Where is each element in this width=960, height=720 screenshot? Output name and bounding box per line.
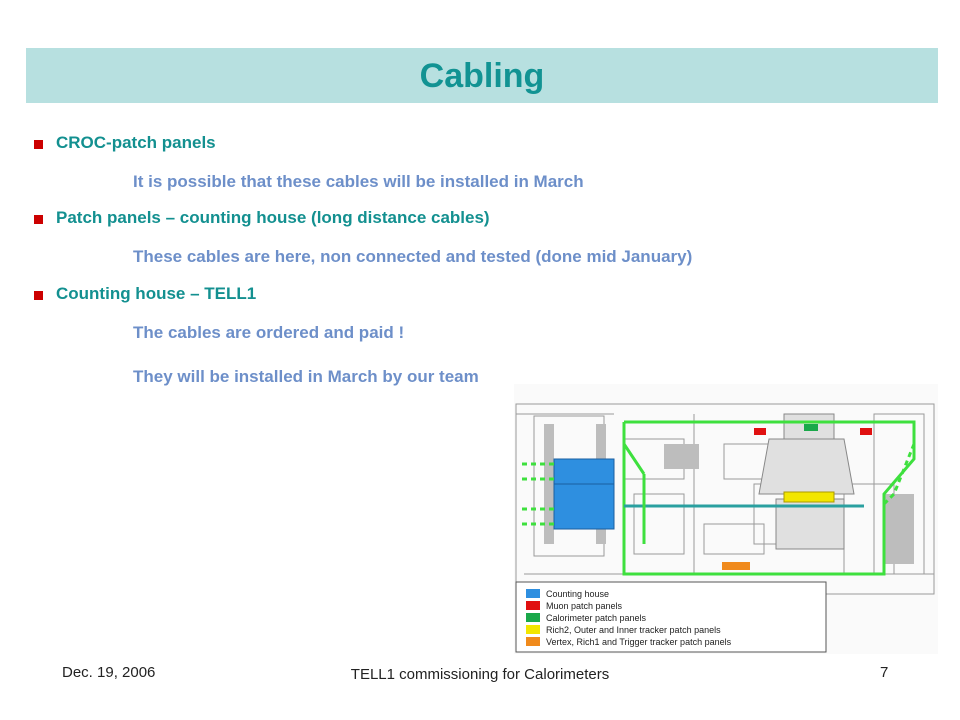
legend-swatch-vertex [526, 637, 540, 646]
bullet-marker [34, 291, 43, 300]
legend-counting-house: Counting house [546, 589, 610, 599]
legend-swatch-counting-house [526, 589, 540, 598]
counting-house-block [554, 459, 614, 529]
detector [759, 414, 854, 549]
muon-patch-panel [754, 428, 766, 435]
bullet-marker [34, 140, 43, 149]
bullet-text: Counting house – TELL1 [56, 284, 257, 303]
tracker-patch-panel [784, 492, 834, 502]
cabling-diagram-svg [514, 384, 938, 654]
bullet-text: Patch panels – counting house (long distance cables) [56, 208, 490, 227]
bullet-text: CROC-patch panels [56, 133, 216, 152]
legend-muon: Muon patch panels [546, 601, 623, 611]
muon-patch-panel [860, 428, 872, 435]
cabling-diagram [514, 384, 938, 654]
legend-swatch-calorimeter [526, 613, 540, 622]
calorimeter-patch-panel [804, 424, 818, 431]
title-band [26, 48, 938, 103]
footer-title: TELL1 commissioning for Calorimeters [350, 666, 610, 683]
legend-swatch-tracker [526, 625, 540, 634]
legend-calorimeter: Calorimeter patch panels [546, 613, 647, 623]
legend-vertex: Vertex, Rich1 and Trigger tracker patch panels [546, 637, 732, 647]
slide-title: Cabling [419, 57, 545, 95]
footer-date: Dec. 19, 2006 [62, 664, 156, 681]
legend-tracker: Rich2, Outer and Inner tracker patch panels [546, 625, 721, 635]
sub-point: These cables are here, non connected and tested (done mid January) [133, 247, 693, 266]
sub-point: The cables are ordered and paid ! [133, 323, 405, 342]
legend-swatch-muon [526, 601, 540, 610]
sub-point: They will be installed in March by our team [133, 367, 479, 386]
vertex-patch-panel [722, 562, 750, 570]
page-number: 7 [880, 664, 889, 681]
diagram-legend [516, 582, 826, 652]
bullet-marker [34, 215, 43, 224]
sub-point: It is possible that these cables will be installed in March [133, 172, 584, 191]
